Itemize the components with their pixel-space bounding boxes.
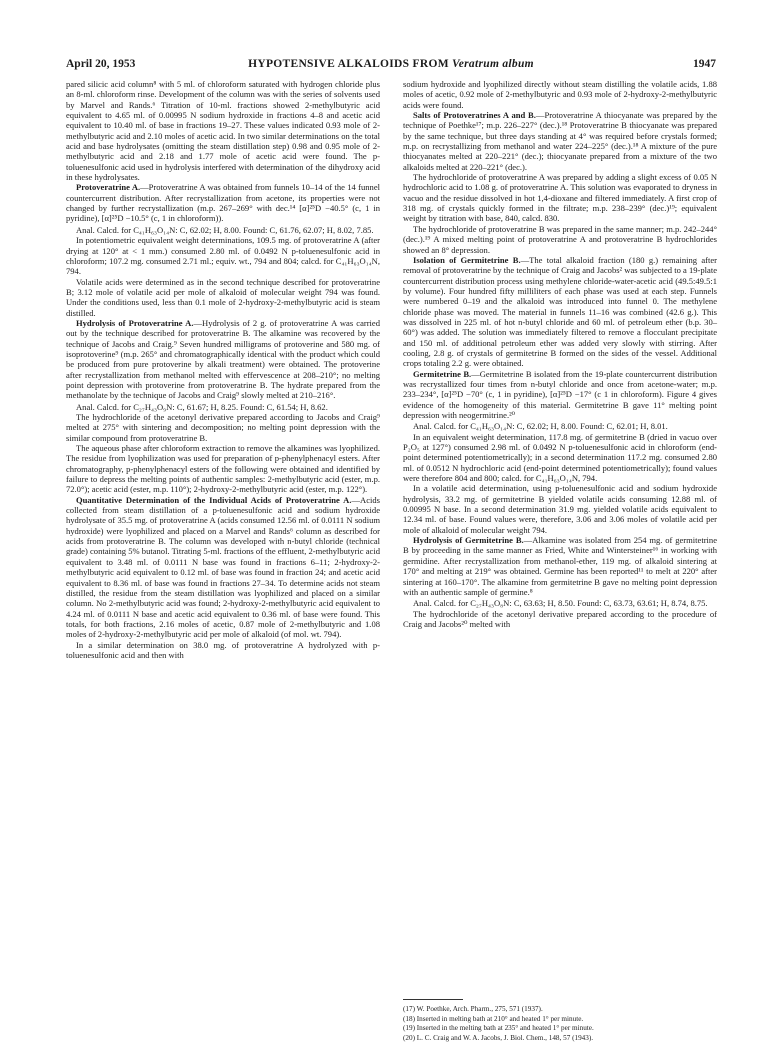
section-heading: Germitetrine B.	[413, 368, 472, 379]
paragraph	[403, 255, 717, 369]
paragraph-text: sodium hydroxide and lyophilized directly without steam distilling the volatile acids, 1.88 moles of acetic, 0.92 mole of 2-methylbutyric and 0.93 mole of 2-hydroxy-2-methylbutyric acids were found.	[403, 79, 717, 110]
paragraph-text: pared silicic acid column⁸ with 5 ml. of chloroform saturated with hydrogen chloride plus an 8-ml. chloroform rinse. Development of the column was with the series of solvents used by Marvel and Rands.⁶ Titration of 10-ml. fractions showed 2-methylbutyric acid equivalent to 4.65 ml. of 0.00995 N sodium hydroxide in fractions 4–8 and acetic acid equivalent to 10.40 ml. of base in fractions 19–27. These values indicated 0.93 mole of 2-methylbutyric acid and 2.10 moles of acetic acid. In two similar determinations on the total acid and base hydrolysates (omitting the steam distillation step) 0.98 and 0.95 mole of 2-methylbutyric acid and 2.18 and 1.77 mole of acetic acid were found. The p-toluenesulfonic acid used in hydrolysis interfered with determination of the dihydroxy acid in these hydrolysates.	[66, 79, 380, 183]
paragraph-text: The aqueous phase after chloroform extraction to remove the alkamines was lyophilized. The residue from lyophilization was used for preparation of p-phenylphenacyl esters. After chromatography, p-phenylphenacyl esters of the following were obtained and identified by failure to depress the melting points of authentic samples: 2-methylbutyric acid (ester, m.p. 72.0°); acetic acid (ester, m.p. 110°); 2-hydroxy-2-methylbutyric acid (ester, m.p. 122°).	[66, 443, 380, 495]
paragraph	[66, 318, 380, 401]
section-heading: Hydrolysis of Protoveratrine A.	[76, 317, 194, 328]
paragraph-text: The hydrochloride of the acetonyl derivative prepared according to the procedure of Craig and Jacobs²⁰ melted with	[403, 608, 717, 629]
paragraph-text: —Hydrolysis of 2 g. of protoveratrine A was carried out by the technique described for protoveratrine B. The alkamine was recovered by the technique of Jacobs and Craig.⁹ Seven hundred milligrams of protoverine and 580 mg. of isoprotoverine⁹ (m.p. 265° and chromatographically identical with the product which could be produced from pure protoverine by alkali treatment) were obtained. The protoverine after recrystallization from methanol melted with effervescence at 208–210°; no melting point depression with protoverine from protoveratrine B. The hydrate prepared from the methanolate by the technique of Jacobs and Craig⁹ slowly melted at 210–216°.	[66, 317, 381, 401]
paragraph	[66, 79, 380, 182]
running-title-main: HYPOTENSIVE ALKALOIDS FROM	[248, 58, 453, 70]
paragraph-text: —Protoveratrine A thiocyanate was prepared by the technique of Poethke¹⁷; m.p. 226–227° (dec.).¹⁸ Protoveratrine B thiocyanate was prepared by the same technique, but three days standing at 4° was required before crystals formed; m.p. on recrystallizing from methanol and water 224–225° (dec.).¹⁸ A mixture of the pure thiocyanates melted at 220–221° (dec.); thiocyanate prepared from a mixture of the two alkaloids melted at 220–221° (dec.).	[403, 110, 717, 172]
paragraph-text: Anal. Calcd. for C₂₇H₄₃O₈N: C, 63.63; H, 8.50. Found: C, 63.73, 63.61; H, 8.74, 8.75.	[413, 598, 708, 609]
paragraph-text: —Acids collected from steam distillation of a p-toluenesulfonic acid and sodium hydroxide hydrolysate of 35.5 mg. of protoveratrine A (acids consumed 12.56 ml. of 0.0111 N sodium hydroxide) were lyophilized and placed on a Marvel and Rands⁶ column as described for acids from protoveratrine B. The column was developed with n-butyl chloride (technical grade) containing 5% butanol. Titrating 5-ml. fractions of the effluent, 2-methylbutyric acid equivalent to 3.48 ml. of 0.0111 N base was found in fractions 6–11; 2-hydroxy-2-methylbutyric acid equivalent to 0.12 ml. of base was found in fraction 24; and acetic acid equivalent to 8.36 ml. of base was found in fractions 27–34. To determine acids not steam distilled, the residue from the steam distillation was lyophilized and placed on a similar column. No 2-methylbutyric acid was found; 2-hydroxy-2-methylbutyric acid equivalent to 4.24 ml. of 0.0111 N base and acetic acid equivalent to 0.36 ml. of base were found. This totals, for both fractions, 2.16 moles of acetic, 0.87 mole of 2-methylbutyric and 1.08 moles of 2-hydroxy-2-methylbutyric acid per mole of alkaloid (of mol. wt. 794).	[66, 494, 380, 640]
paragraph-text: Volatile acids were determined as in the second technique described for protoveratrine B; 3.12 mole of volatile acid per mole of alkaloid of molecular weight 794 was found. Under the conditions used, less than 0.1 mole of 2-hydroxy-2-methylbutyric acid is steam distilled.	[66, 276, 380, 318]
page-header	[66, 58, 716, 72]
section-heading: Salts of Protoveratrines A and B.	[413, 110, 536, 121]
footnote: (19) Inserted in the melting bath at 235° and heated 1° per minute.	[403, 1024, 594, 1033]
right-column	[403, 79, 717, 629]
paragraph-text: —The total alkaloid fraction (180 g.) remaining after removal of protoveratrine by the technique of Craig and Jacobs² was subjected to a 19-plate countercurrent distribution process using methylene chloride-water-acetic acid (49.5:49.5:1 by volume). Four hundred fifty milliliters of each phase was used at each step. Funnels were numbered 0–19 and the alkaloid was introduced into funnel 0. The methylene chloride phase was moved. The material in funnels 11–16 was combined (42.6 g.). This was dissolved in 225 ml. of hot n-butyl chloride and 60 ml. of petroleum ether (b.p. 30–60°) was added. The solution was immediately filtered to remove a flocculant precipitate and 150 ml. of additional petroleum ether was added very slowly with stirring. After cooling, 2.8 g. of crystals of germitetrine B formed on the sides of the vessel. Additional crops totaling 2.2 g. were obtained.	[403, 254, 717, 369]
paragraph	[66, 443, 380, 495]
footnote-rule	[403, 999, 463, 1000]
footnote: (18) Inserted in melting bath at 210° and heated 1° per minute.	[403, 1014, 584, 1023]
footnote: (20) L. C. Craig and W. A. Jacobs, J. Biol. Chem., 148, 57 (1943).	[403, 1033, 594, 1042]
paragraph	[403, 598, 717, 608]
paragraph-text: Anal. Calcd. for C₄₁H₆₃O₁₄N: C, 62.02; H, 8.00. Found: C, 62.01; H, 8.01.	[413, 421, 668, 432]
paragraph-text: Anal. Calcd. for C₄₁H₆₃O₁₄N: C, 62.02; H, 8.00. Found: C, 61.76, 62.07; H, 8.02, 7.85.	[76, 224, 374, 235]
paragraph-text: Anal. Calcd. for C₂₇H₄₃O₉N: C, 61.67; H, 8.25. Found: C, 61.54; H, 8.62.	[76, 401, 328, 412]
paragraph-text: The hydrochloride of the acetonyl derivative prepared according to Jacobs and Craig⁹ melted at 275° with sintering and decomposition; no melting point depression with the similar compound from protoveratrine B.	[66, 412, 380, 443]
footnotes	[403, 1005, 717, 1043]
paragraph	[66, 412, 380, 443]
paragraph	[66, 182, 380, 223]
paragraph	[403, 172, 717, 224]
paragraph-text: —Germitetrine B isolated from the 19-plate countercurrent distribution was recrystallized four times from n-butyl chloride and once from acetone-water; m.p. 233–234°, [α]²⁵D −70° (c, 1 in pyridine), [α]²⁵D −17° (c 1 in chloroform). Figure 4 gives evidence of the homogeneity of this material. Germitetrine B gave 11° melting point depression with neogermitrine.²⁰	[403, 368, 717, 420]
paragraph	[66, 235, 380, 276]
paragraph	[403, 224, 717, 255]
paragraph	[403, 79, 717, 110]
paragraph	[403, 110, 717, 172]
paragraph	[66, 277, 380, 318]
paragraph-text: —Protoveratrine A was obtained from funnels 10–14 of the 14 funnel countercurrent distribution. After recrystallization from acetone, its properties were not changed by further recrystallization (m.p. 267–269° with dec.¹⁴ [α]²⁵D −40.5° (c, 1 in pyridine), [α]²⁵D −10.5° (c, 1 in chloroform)).	[66, 182, 380, 224]
paragraph	[403, 369, 717, 421]
footnote: (17) W. Poethke, Arch. Pharm., 275, 571 (1937).	[403, 1005, 543, 1013]
page-number: 1947	[693, 58, 716, 70]
issue-date: April 20, 1953	[66, 58, 136, 70]
section-heading: Isolation of Germitetrine B.	[413, 254, 521, 265]
paragraph	[66, 225, 380, 235]
paragraph-text: In a similar determination on 38.0 mg. of protoveratrine A hydrolyzed with p-toluenesulfonic acid and then with	[66, 639, 380, 660]
paragraph	[66, 402, 380, 412]
paragraph-text: The hydrochloride of protoveratrine B was prepared in the same manner; m.p. 242–244° (dec.).¹⁹ A mixed melting point of protoveratrine A and protoveratrine B hydrochlorides showed an 8° depression.	[403, 223, 717, 255]
paragraph-text: —Alkamine was isolated from 254 mg. of germitetrine B by proceeding in the same manner as Fried, White and Wintersteiner¹⁶ in working with germidine. After recrystallization from methanol-ether, 119 mg. of alkaloid sintering at 170° and melting at 219° was obtained. Germine has been reported¹¹ to melt at 220° after sintering at 160–170°. The alkamine from germitetrine B gave no melting point depression with an authentic sample of germine.⁸	[403, 535, 717, 597]
paragraph-text: In a volatile acid determination, using p-toluenesulfonic acid and sodium hydroxide hydrolysis, 33.2 mg. of germitetrine B yielded volatile acids consuming 12.88 ml. of 0.00995 N base. In a second determination 31.9 mg. yielded volatile acids equivalent to 12.34 ml. of base. Found values were, therefore, 3.06 and 3.06 moles of volatile acid per mole of alkaloid of molecular weight 794.	[403, 483, 717, 535]
section-heading: Quantitative Determination of the Individual Acids of Protoveratrine A.	[76, 494, 352, 505]
paragraph	[66, 640, 380, 661]
paragraph	[403, 535, 717, 597]
paragraph-text: In an equivalent weight determination, 117.8 mg. of germitetrine B (dried in vacuo over P₂O₅ at 127°) consumed 2.98 ml. of 0.0492 N p-toluenesulfonic acid in chloroform (end-point determined potentiometrically); in a second determination 117.2 mg. consumed 2.80 ml. of 0.0512 N hydrochloric acid (end-point determined potentiometrically); found values were therefore 804 and 800; calcd. for C₄₁H₆₃O₁₄N, 794.	[403, 431, 717, 484]
paragraph	[66, 495, 380, 640]
paragraph-text: In potentiometric equivalent weight determinations, 109.5 mg. of protoveratrine A (after drying at 120° at < 1 mm.) consumed 2.80 ml. of 0.0492 N p-toluenesulfonic acid in chloroform; 107.2 mg. consumed 2.71 ml.; equiv. wt., 794 and 804; calcd. for C₄₁H₆₃O₁₄N, 794.	[66, 235, 380, 277]
paragraph	[403, 432, 717, 484]
paragraph	[403, 483, 717, 535]
section-heading: Hydrolysis of Germitetrine B.	[413, 535, 524, 546]
running-title-italic: Veratrum album	[452, 58, 534, 70]
paragraph	[403, 609, 717, 630]
paragraph-text: The hydrochloride of protoveratrine A was prepared by adding a slight excess of 0.05 N hydrochloric acid to 1.08 g. of protoveratrine A. This solution was evaporated to dryness in vacuo and the residue dissolved in hot 1,4-dioxane and filtered immediately. A first crop of 318 mg. of crystals quickly formed in the filtrate; m.p. 238–239° (dec.)¹⁹; equivalent weight by titration with base, 840, calcd. 830.	[403, 172, 717, 224]
running-title	[66, 58, 716, 70]
left-column	[66, 79, 380, 660]
section-heading: Protoveratrine A.	[76, 182, 141, 193]
paragraph	[403, 421, 717, 431]
